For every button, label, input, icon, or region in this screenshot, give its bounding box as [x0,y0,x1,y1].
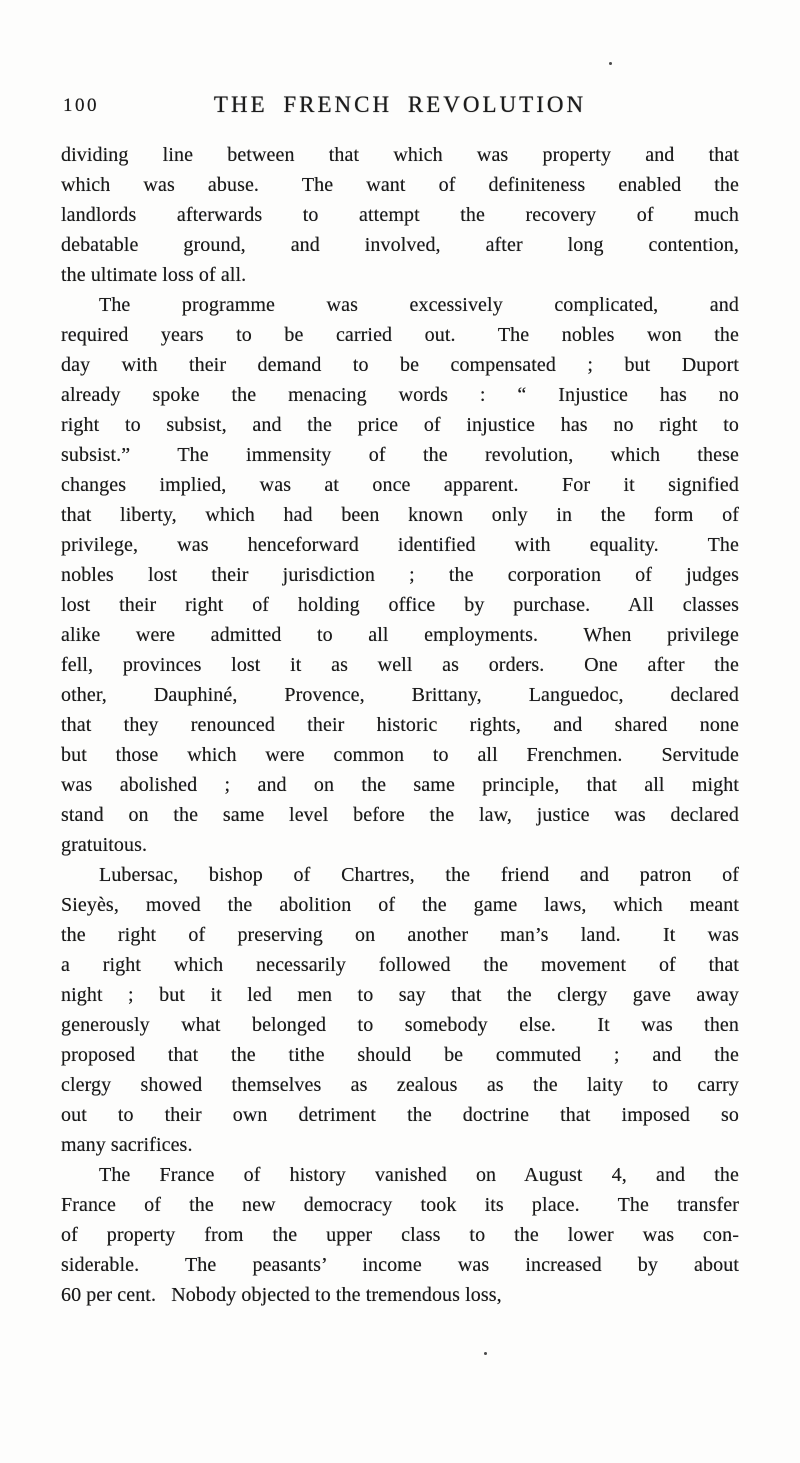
text-line: dividing line between that which was property and that [61,144,739,166]
page-header [61,91,739,121]
text-line: Sieyès, moved the abolition of the game laws, which meant [61,894,739,916]
text-line: that they renounced their historic rights, and shared none [61,714,739,736]
text-line: required years to be carried out. The nobles won the [61,324,739,346]
text-line: landlords afterwards to attempt the recovery of much [61,204,739,226]
text-line: The programme was excessively complicated, and [99,294,739,316]
text-line: gratuitous. [61,834,148,856]
text-line: other, Dauphiné, Provence, Brittany, Languedoc, declared [61,684,739,706]
running-title: THE FRENCH REVOLUTION [213,92,587,117]
text-line: the right of preserving on another man’s land. It was [61,924,739,946]
text-line: out to their own detriment the doctrine that imposed so [61,1104,739,1126]
text-line: stand on the same level before the law, justice was declared [61,804,739,826]
paragraph [61,860,739,1160]
paragraph [61,290,739,860]
text-line: siderable. The peasants’ income was increased by about [61,1254,739,1276]
text-line: changes implied, was at once apparent. For it signified [61,474,739,496]
text-line: night ; but it led men to say that the clergy gave away [61,984,739,1006]
text-line: Lubersac, bishop of Chartres, the friend and patron of [99,864,739,886]
text-line: the ultimate loss of all. [61,264,247,286]
text-line: many sacrifices. [61,1134,193,1156]
text-line: of property from the upper class to the lower was con- [61,1224,739,1246]
text-line: day with their demand to be compensated ; but Duport [61,354,739,376]
scan-speck [609,62,612,65]
text-line: but those which were common to all Frenchmen. Servitude [61,744,739,766]
text-line: proposed that the tithe should be commuted ; and the [61,1044,739,1066]
text-block [61,140,739,1310]
text-line: The France of history vanished on August 4, and the [99,1164,739,1186]
text-line: which was abuse. The want of definiteness enabled the [61,174,739,196]
paragraph [61,1160,739,1310]
text-line: right to subsist, and the price of injustice has no right to [61,414,739,436]
text-line: debatable ground, and involved, after long contention, [61,234,739,256]
paragraph [61,140,739,290]
text-line: already spoke the menacing words : “ Injustice has no [61,384,739,406]
text-line: subsist.” The immensity of the revolution, which these [61,444,739,466]
text-line: France of the new democracy took its place. The transfer [61,1194,739,1216]
text-line: clergy showed themselves as zealous as the laity to carry [61,1074,739,1096]
text-line: fell, provinces lost it as well as orders. One after the [61,654,739,676]
text-line: lost their right of holding office by purchase. All classes [61,594,739,616]
text-line: privilege, was henceforward identified with equality. The [61,534,739,556]
text-line: generously what belonged to somebody else. It was then [61,1014,739,1036]
text-line: that liberty, which had been known only in the form of [61,504,739,526]
text-line: 60 per cent. Nobody objected to the tremendous loss, [61,1284,502,1306]
text-line: was abolished ; and on the same principle, that all might [61,774,739,796]
scan-speck [484,1352,487,1355]
text-line: nobles lost their jurisdiction ; the corporation of judges [61,564,739,586]
page-number: 100 [63,95,99,116]
text-line: a right which necessarily followed the movement of that [61,954,739,976]
text-line: alike were admitted to all employments. When privilege [61,624,739,646]
